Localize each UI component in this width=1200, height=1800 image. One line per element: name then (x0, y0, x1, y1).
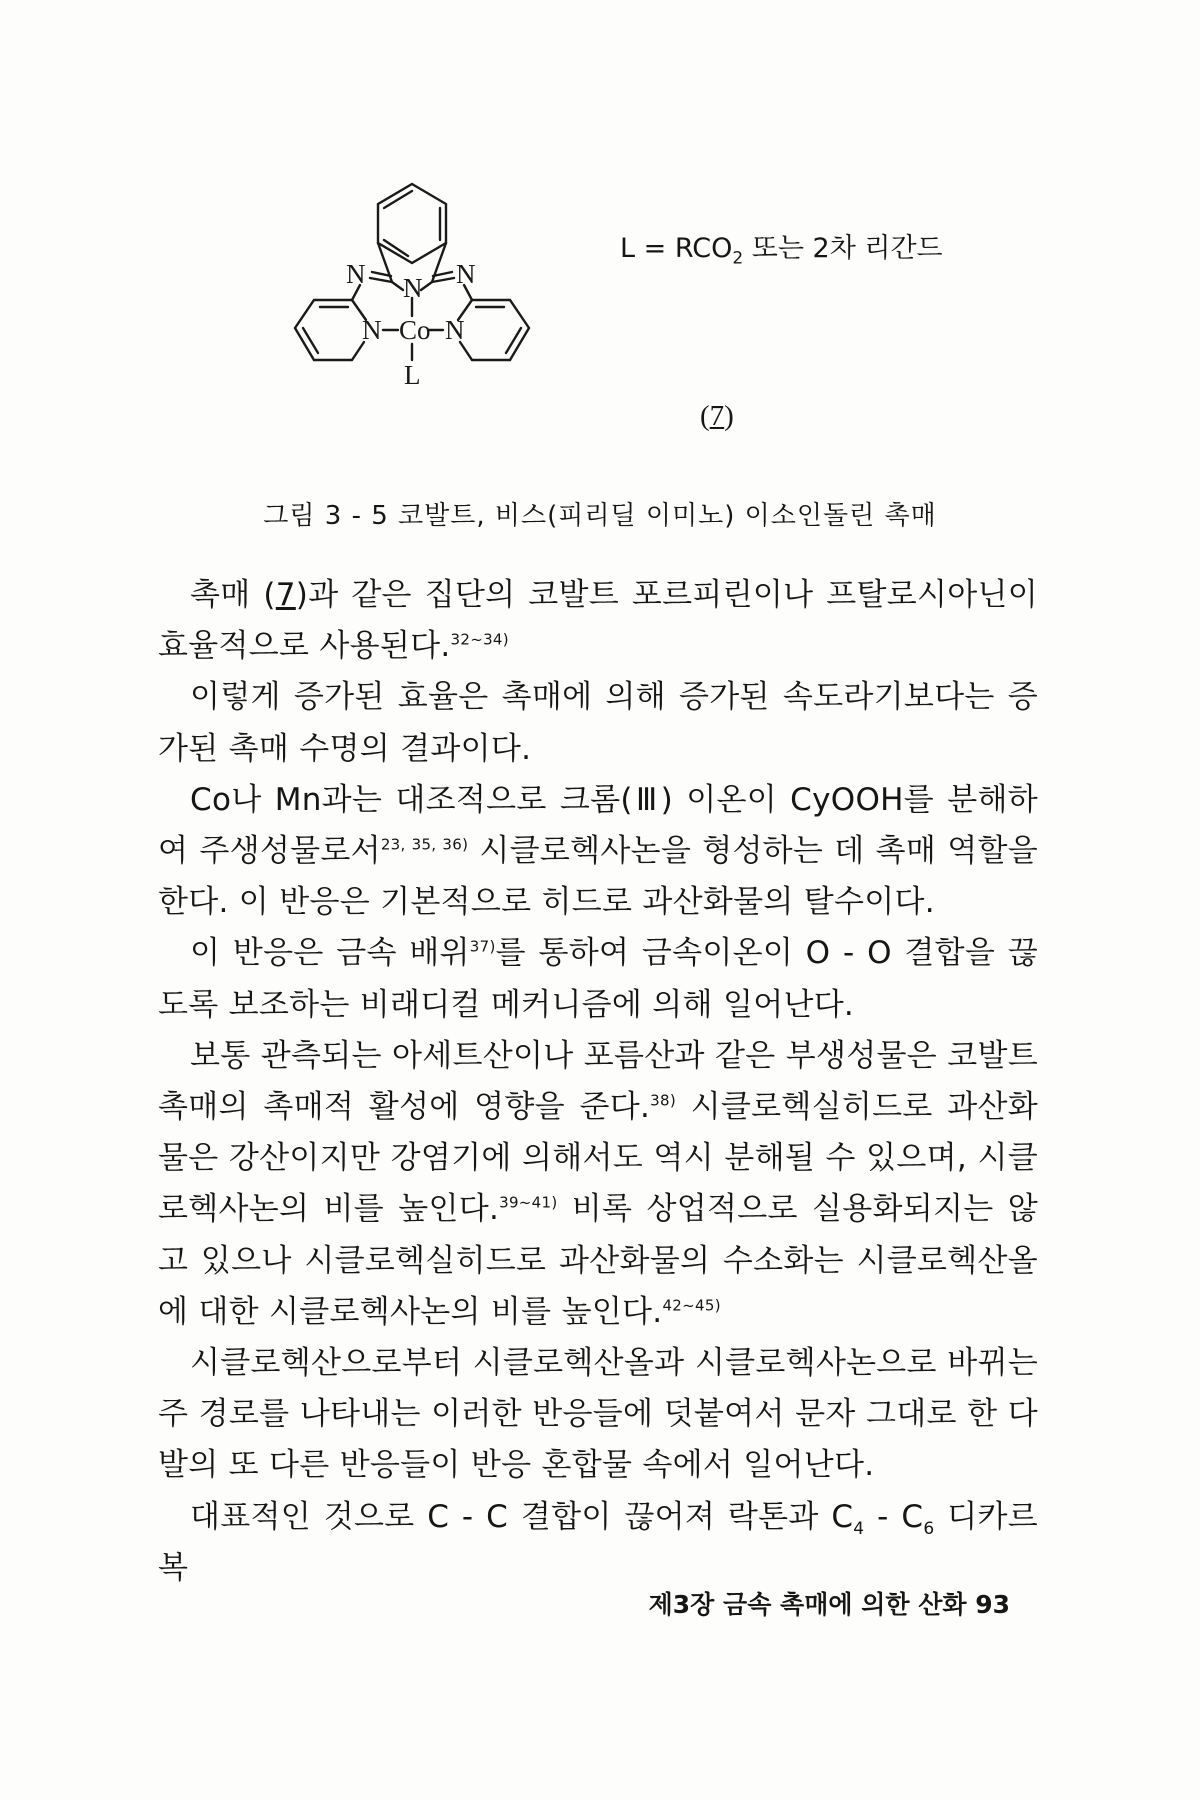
figure-caption: 그림 3 - 5 코발트, 비스(피리딜 이미노) 이소인돌린 촉매 (263, 501, 937, 531)
atom-cobalt: Co (399, 315, 431, 345)
compound-close-paren: ) (724, 400, 734, 432)
ligand-note-suffix: 또는 2차 리간드 (743, 233, 943, 264)
left-pyridine-ring (295, 300, 366, 360)
atom-n-imine-left: N (346, 259, 366, 289)
ligand-definition (620, 226, 943, 268)
text-run: 시클로헥사논을 형성하는 데 촉매 역할을 한다. 이 반응은 기본적으로 히드로 과산화물의 탈수이다. (158, 833, 1038, 921)
running-footer: 제3장 금속 촉매에 의한 산화 93 (648, 1590, 1010, 1619)
paragraph (158, 775, 1038, 929)
ligand-note-subscript: 2 (732, 248, 744, 269)
benzene-ring (378, 184, 446, 263)
atom-n-center: N (403, 273, 423, 303)
text-run: 비록 상업적으로 실용화되지는 않고 있으나 시클로헥실히드로 과산화물의 수소화는 시클로헥산올에 대한 시클로헥사논의 비를 높인다. (158, 1191, 1038, 1330)
text-run: 를 통하여 금속이온이 O - O 결합을 끊도록 보조하는 비래디컬 메커니즘에 의해 일어난다. (158, 935, 1038, 1023)
text-run: 이렇게 증가된 효율은 촉매에 의해 증가된 속도라기보다는 증가된 촉매 수명의 결과이다. (158, 679, 1038, 767)
text-run: 이 반응은 금속 배위 (190, 935, 470, 972)
paragraph (158, 928, 1038, 1030)
text-run: - C (864, 1498, 924, 1535)
text-run: 대표적인 것으로 C - C 결합이 끊어져 락톤과 C (190, 1498, 854, 1535)
citation-ref: 38) (650, 1091, 677, 1110)
citation-ref: 37) (469, 938, 496, 957)
atom-n-pyridine-right: N (445, 315, 465, 345)
paragraph (158, 1492, 1038, 1594)
atom-n-imine-right: N (456, 259, 476, 289)
text-run: 보통 관측되는 아세트산이나 포름산과 같은 부생성물은 코발트 촉매의 촉매적 활성에 영향을 준다. (158, 1037, 1038, 1126)
subscript: 4 (853, 1518, 865, 1539)
structure-figure (300, 170, 1060, 470)
right-pyridine-ring (458, 300, 529, 360)
paragraph (158, 1031, 1038, 1338)
compound-ref: 7 (275, 577, 296, 613)
text-run: Co나 Mn과는 대조적으로 크롬(Ⅲ) 이온이 CyOOH를 분해하여 주생성물로서 (158, 781, 1038, 870)
citation-ref: 39~41) (499, 1194, 558, 1213)
compound-number: 7 (709, 400, 725, 432)
text-run: 시클로헥산으로부터 시클로헥산올과 시클로헥사논으로 바뀌는 주 경로를 나타내는 이러한 반응들에 덧붙여서 문자 그대로 한 다발의 또 다른 반응들이 반응 혼합물 속에서 일어난다. (158, 1345, 1038, 1484)
citation-ref: 32~34) (450, 630, 509, 649)
compound-open-paren: ( (700, 400, 710, 432)
body-text (158, 570, 1038, 1594)
citation-ref: 42~45) (662, 1296, 721, 1315)
subscript: 6 (923, 1518, 935, 1539)
cobalt-complex-structure (300, 170, 1060, 470)
text-run: 촉매 ( (190, 577, 276, 613)
paragraph (158, 570, 1038, 672)
compound-label (700, 400, 734, 433)
paragraph (158, 1338, 1038, 1492)
text-run: )과 같은 집단의 코발트 포르피린이나 프탈로시아닌이 효율적으로 사용된다. (158, 577, 1038, 665)
text-run: 시클로헥실히드로 과산화물은 강산이지만 강염기에 의해서도 역시 분해될 수 있으며, 시클로헥사논의 비를 높인다. (158, 1089, 1039, 1228)
citation-ref: 23, 35, 36) (380, 835, 469, 854)
ligand-note-prefix: L = RCO (620, 233, 733, 264)
atom-n-pyridine-left: N (362, 315, 382, 345)
text-run: 디카르복 (158, 1498, 1038, 1586)
atom-axial-ligand: L (404, 360, 421, 390)
paragraph (158, 672, 1038, 774)
